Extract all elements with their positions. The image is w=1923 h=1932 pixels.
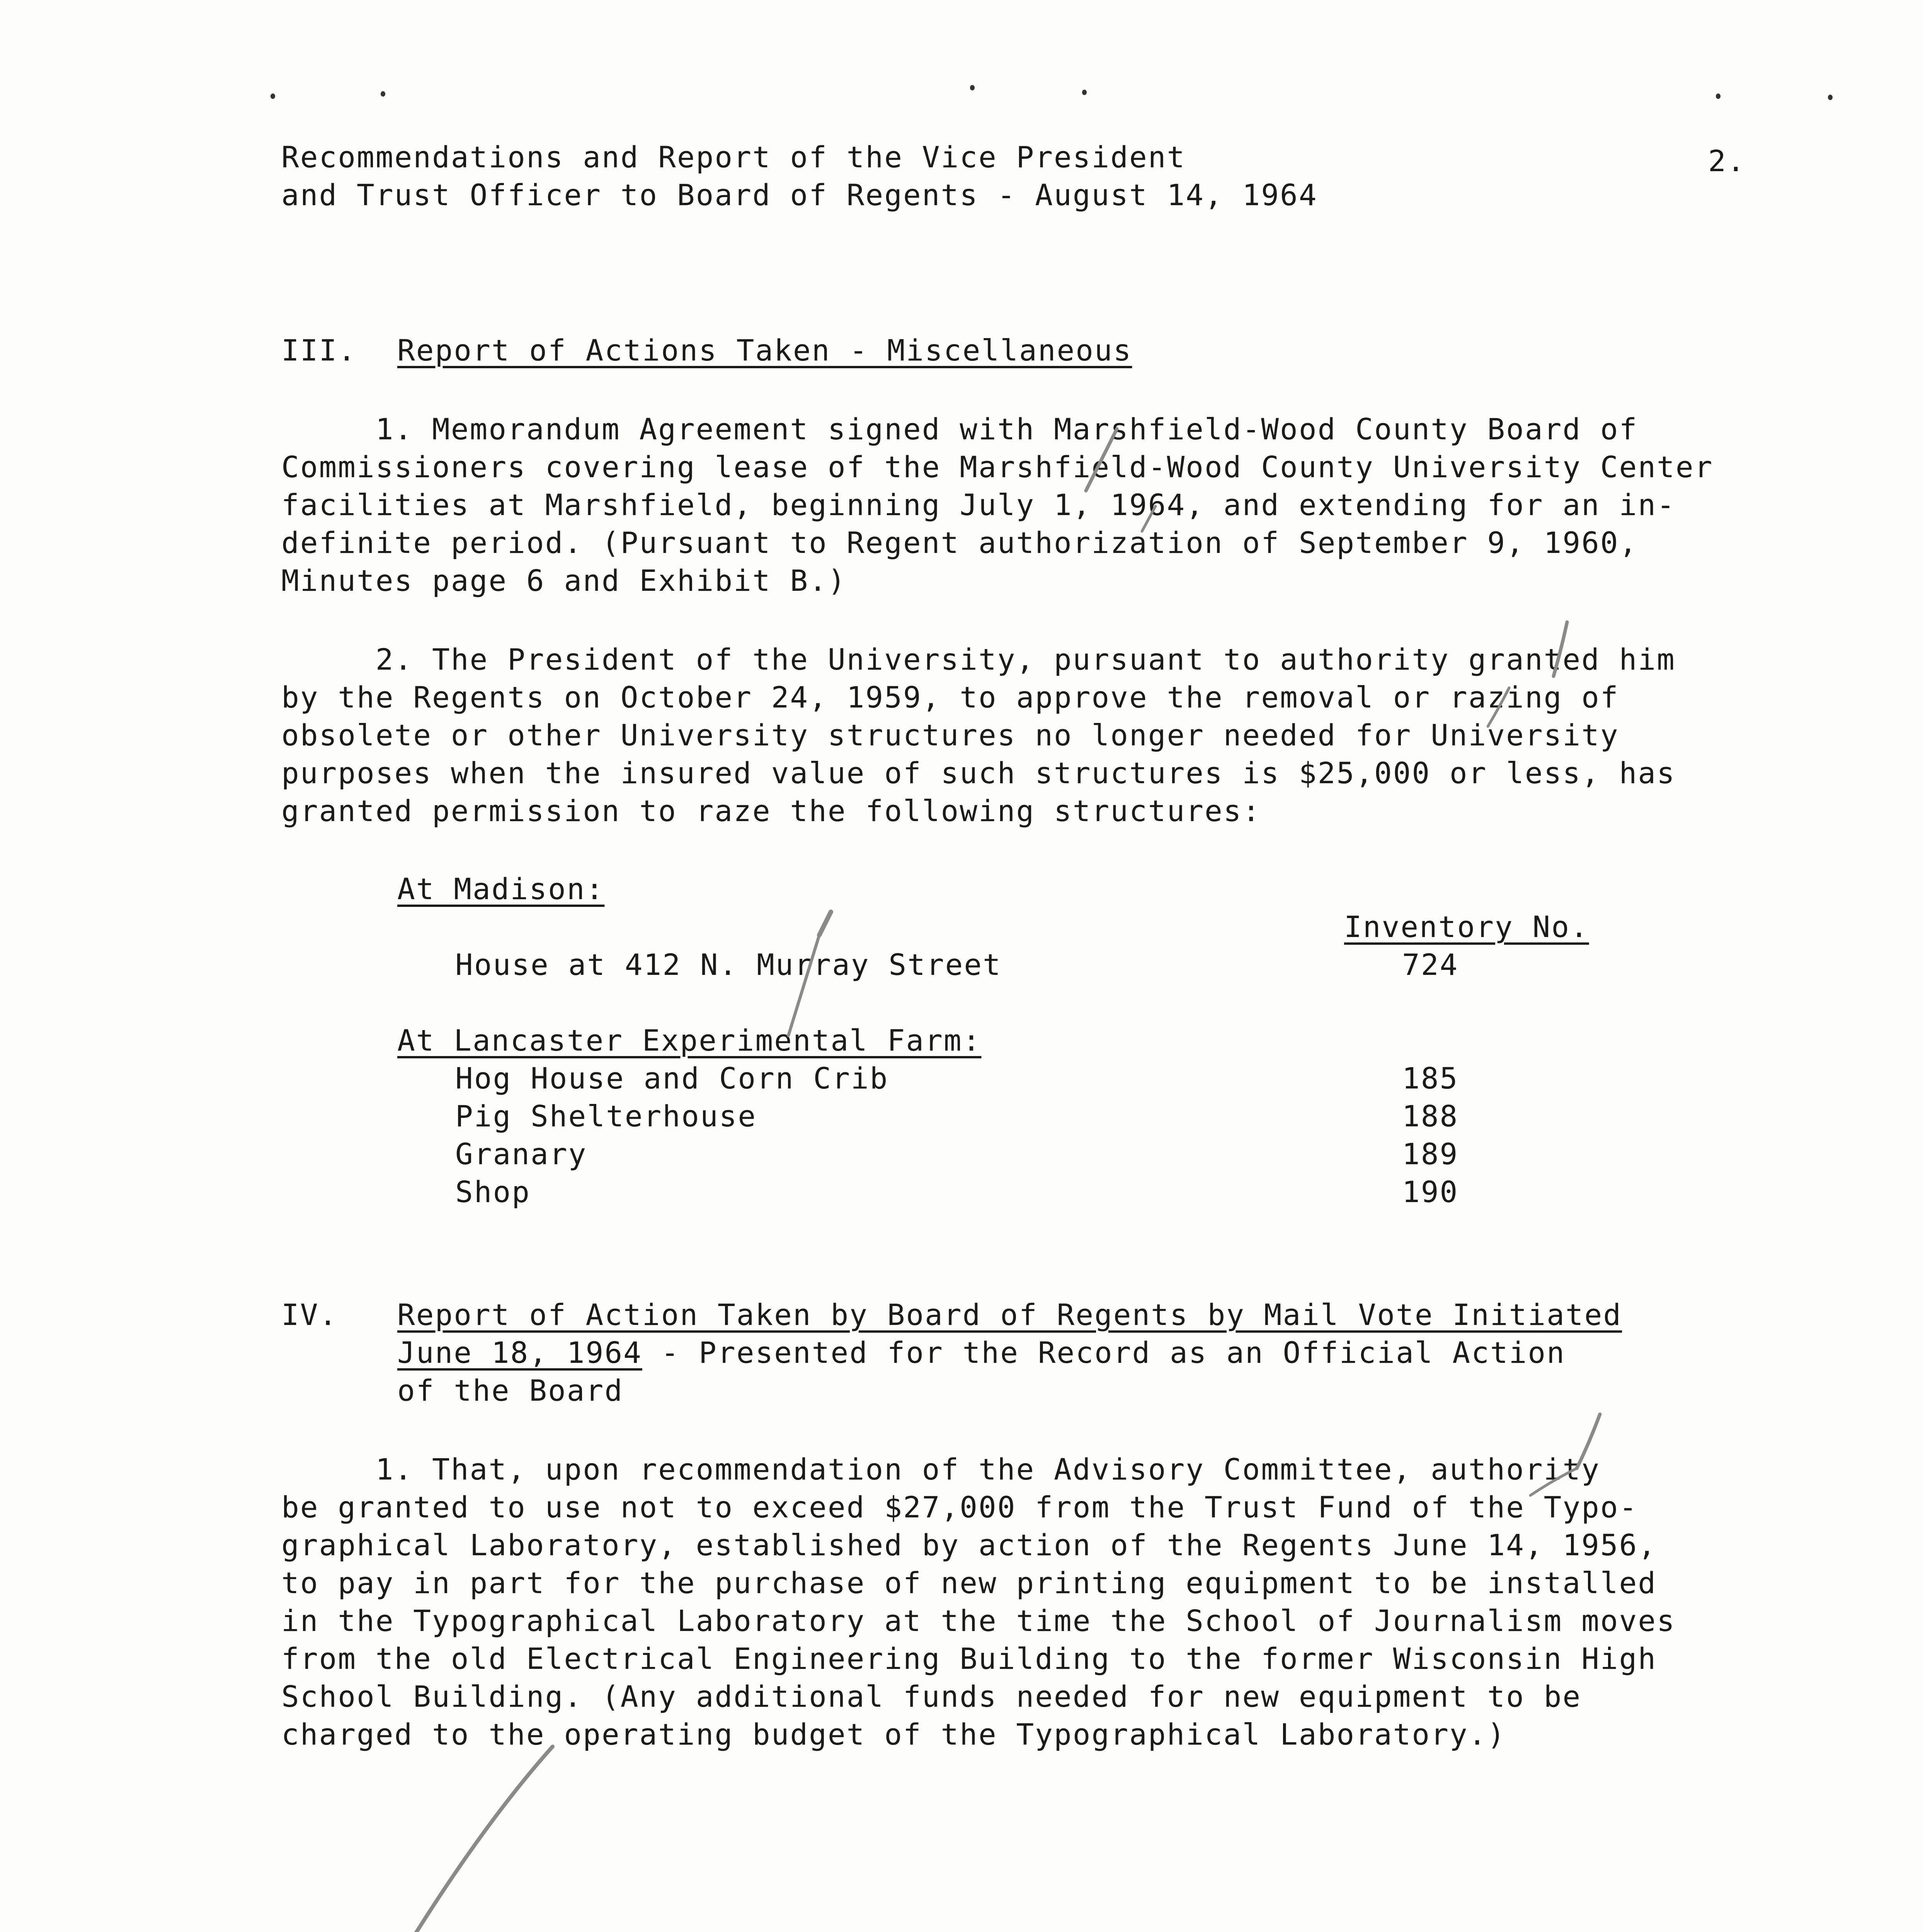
section-3-item-2-line: granted permission to raze the following structures: <box>281 794 1261 828</box>
section-4-item-1-line: in the Typographical Laboratory at the time the School of Journalism moves <box>281 1604 1676 1638</box>
pencil-check-mark <box>170 1747 553 1932</box>
speck <box>1828 95 1833 100</box>
pencil-check-mark <box>819 912 831 935</box>
structure-inventory-number: 190 <box>1402 1175 1459 1209</box>
structure-name: House at 412 N. Murray Street <box>455 947 1002 982</box>
section-3-item-2-line: by the Regents on October 24, 1959, to approve the removal or razing of <box>281 680 1619 714</box>
structure-name: Pig Shelterhouse <box>455 1099 757 1133</box>
section-3-numeral: III. <box>281 333 357 367</box>
section-3-item-1-line: facilities at Marshfield, beginning July 1, 1964, and extending for an in- <box>281 488 1676 522</box>
structure-inventory-number: 188 <box>1402 1099 1459 1133</box>
section-3-item-2-line: 2. The President of the University, pursuant to authority granted him <box>281 642 1676 677</box>
section-4-item-1-line: graphical Laboratory, established by action of the Regents June 14, 1956, <box>281 1528 1657 1562</box>
speck <box>970 85 975 90</box>
structure-name: Shop <box>455 1175 531 1209</box>
section-4-title-line-2-rest: - Presented for the Record as an Official Action <box>642 1335 1566 1370</box>
section-4-item-1-line: from the old Electrical Engineering Building to the former Wisconsin High <box>281 1641 1657 1676</box>
section-3-item-1-line: Commissioners covering lease of the Marshfield-Wood County University Center <box>281 450 1714 484</box>
section-3-item-1-line: Minutes page 6 and Exhibit B.) <box>281 563 847 598</box>
section-3-title: Report of Actions Taken - Miscellaneous <box>397 333 1132 367</box>
section-4-title-line-3: of the Board <box>397 1373 624 1408</box>
section-3-item-1-line: definite period. (Pursuant to Regent authorization of September 9, 1960, <box>281 526 1638 560</box>
section-4-item-1-line: be granted to use not to exceed $27,000 from the Trust Fund of the Typo- <box>281 1490 1638 1524</box>
section-4-title-date: June 18, 1964 <box>397 1335 642 1370</box>
structure-inventory-number: 185 <box>1402 1061 1459 1095</box>
section-4-item-1-line: to pay in part for the purchase of new printing equipment to be installed <box>281 1566 1657 1600</box>
structure-inventory-number: 189 <box>1402 1137 1459 1171</box>
section-3-item-1-line: 1. Memorandum Agreement signed with Marshfield-Wood County Board of <box>281 412 1638 446</box>
header-line-2: and Trust Officer to Board of Regents - August 14, 1964 <box>281 178 1318 212</box>
section-3-item-2-line: purposes when the insured value of such structures is $25,000 or less, has <box>281 756 1676 790</box>
speck <box>381 91 385 97</box>
madison-heading: At Madison: <box>397 872 605 906</box>
page-number: 2. <box>1708 144 1746 178</box>
speck <box>271 94 275 99</box>
structure-name: Hog House and Corn Crib <box>455 1061 889 1095</box>
header-line-1: Recommendations and Report of the Vice President <box>281 140 1186 174</box>
section-4-numeral: IV. <box>281 1298 338 1332</box>
lancaster-heading: At Lancaster Experimental Farm: <box>397 1023 982 1058</box>
section-3-item-2-line: obsolete or other University structures no longer needed for University <box>281 718 1619 752</box>
section-4-item-1-line: 1. That, upon recommendation of the Advisory Committee, authority <box>281 1452 1600 1486</box>
section-4-title-line-2 <box>397 1334 1566 1372</box>
speck <box>1716 94 1720 99</box>
inventory-column-header: Inventory No. <box>1344 910 1589 944</box>
speck <box>1082 90 1087 95</box>
section-4-item-1-line: School Building. (Any additional funds needed for new equipment to be <box>281 1679 1582 1714</box>
structure-inventory-number: 724 <box>1402 947 1459 982</box>
structure-name: Granary <box>455 1137 587 1171</box>
section-4-title-line-1: Report of Action Taken by Board of Regents by Mail Vote Initiated <box>397 1298 1622 1332</box>
section-4-item-1-line: charged to the operating budget of the Typographical Laboratory.) <box>281 1717 1506 1752</box>
